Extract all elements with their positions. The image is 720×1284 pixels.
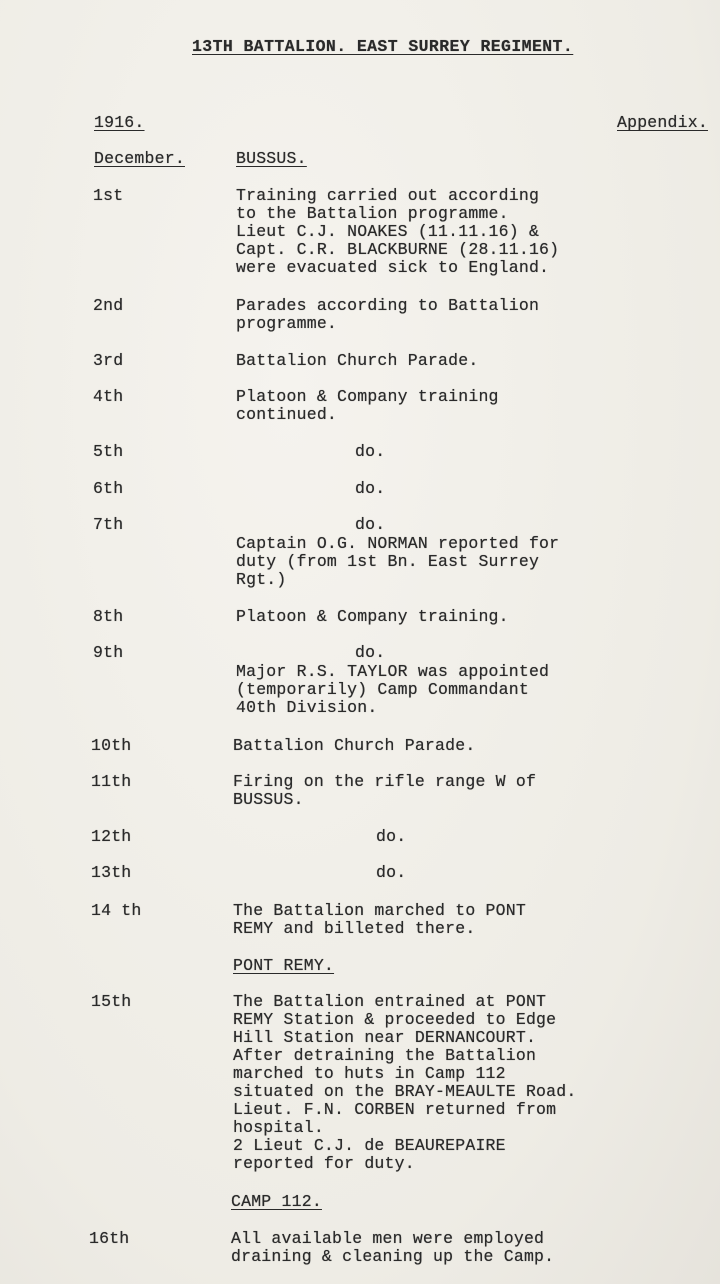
entry-day: 14 th xyxy=(91,901,142,920)
entry-line: 2 Lieut C.J. de BEAUREPAIRE xyxy=(233,1136,506,1155)
entry-day: 13th xyxy=(91,863,132,882)
entry-day: 8th xyxy=(93,607,124,626)
entry-line: continued. xyxy=(236,405,338,424)
appendix-label: Appendix. xyxy=(617,113,708,132)
entry-line: REMY and billeted there. xyxy=(233,919,476,938)
entry-line: Rgt.) xyxy=(236,570,287,589)
location-heading-camp-112: CAMP 112. xyxy=(231,1192,322,1211)
entry-line: were evacuated sick to England. xyxy=(236,258,550,277)
entry-line: BUSSUS. xyxy=(233,790,304,809)
entry-line: Firing on the rifle range W of xyxy=(233,772,537,791)
entry-line: Battalion Church Parade. xyxy=(236,351,479,370)
entry-line: do. xyxy=(376,827,407,846)
entry-day: 1st xyxy=(93,186,124,205)
year-heading: 1916. xyxy=(94,113,145,132)
entry-line: Captain O.G. NORMAN reported for xyxy=(236,534,560,553)
entry-line: All available men were employed xyxy=(231,1229,545,1248)
entry-line: to the Battalion programme. xyxy=(236,204,509,223)
entry-line: 40th Division. xyxy=(236,698,378,717)
entry-day: 6th xyxy=(93,479,124,498)
entry-line: Capt. C.R. BLACKBURNE (28.11.16) xyxy=(236,240,560,259)
entry-line: do. xyxy=(355,515,386,534)
entry-line: do. xyxy=(355,479,386,498)
entry-day: 4th xyxy=(93,387,124,406)
entry-line: draining & cleaning up the Camp. xyxy=(231,1247,555,1266)
entry-line: Lieut C.J. NOAKES (11.11.16) & xyxy=(236,222,540,241)
entry-line: After detraining the Battalion xyxy=(233,1046,537,1065)
entry-line: do. xyxy=(355,643,386,662)
entry-line: Platoon & Company training. xyxy=(236,607,509,626)
entry-day: 12th xyxy=(91,827,132,846)
entry-line: Parades according to Battalion xyxy=(236,296,540,315)
entry-day: 16th xyxy=(89,1229,130,1248)
entry-line: marched to huts in Camp 112 xyxy=(233,1064,506,1083)
entry-day: 9th xyxy=(93,643,124,662)
entry-line: The Battalion marched to PONT xyxy=(233,901,526,920)
location-heading-pont-remy: PONT REMY. xyxy=(233,956,335,975)
entry-day: 2nd xyxy=(93,296,124,315)
entry-line: Major R.S. TAYLOR was appointed xyxy=(236,662,550,681)
entry-day: 15th xyxy=(91,992,132,1011)
entry-day: 3rd xyxy=(93,351,124,370)
entry-day: 10th xyxy=(91,736,132,755)
entry-line: duty (from 1st Bn. East Surrey xyxy=(236,552,540,571)
entry-line: do. xyxy=(355,442,386,461)
entry-line: reported for duty. xyxy=(233,1154,415,1173)
document-title: 13TH BATTALION. EAST SURREY REGIMENT. xyxy=(192,37,574,56)
entry-line: Battalion Church Parade. xyxy=(233,736,476,755)
entry-line: The Battalion entrained at PONT xyxy=(233,992,547,1011)
entry-line: Platoon & Company training xyxy=(236,387,499,406)
location-heading-bussus: BUSSUS. xyxy=(236,149,307,168)
entry-line: programme. xyxy=(236,314,338,333)
entry-line: Hill Station near DERNANCOURT. xyxy=(233,1028,537,1047)
entry-line: REMY Station & proceeded to Edge xyxy=(233,1010,557,1029)
entry-line: hospital. xyxy=(233,1118,324,1137)
entry-line: (temporarily) Camp Commandant xyxy=(236,680,529,699)
entry-day: 11th xyxy=(91,772,132,791)
entry-line: do. xyxy=(376,863,407,882)
entry-line: Lieut. F.N. CORBEN returned from xyxy=(233,1100,557,1119)
entry-day: 7th xyxy=(93,515,124,534)
entry-line: situated on the BRAY-MEAULTE Road. xyxy=(233,1082,577,1101)
month-heading: December. xyxy=(94,149,185,168)
entry-day: 5th xyxy=(93,442,124,461)
entry-line: Training carried out according xyxy=(236,186,540,205)
